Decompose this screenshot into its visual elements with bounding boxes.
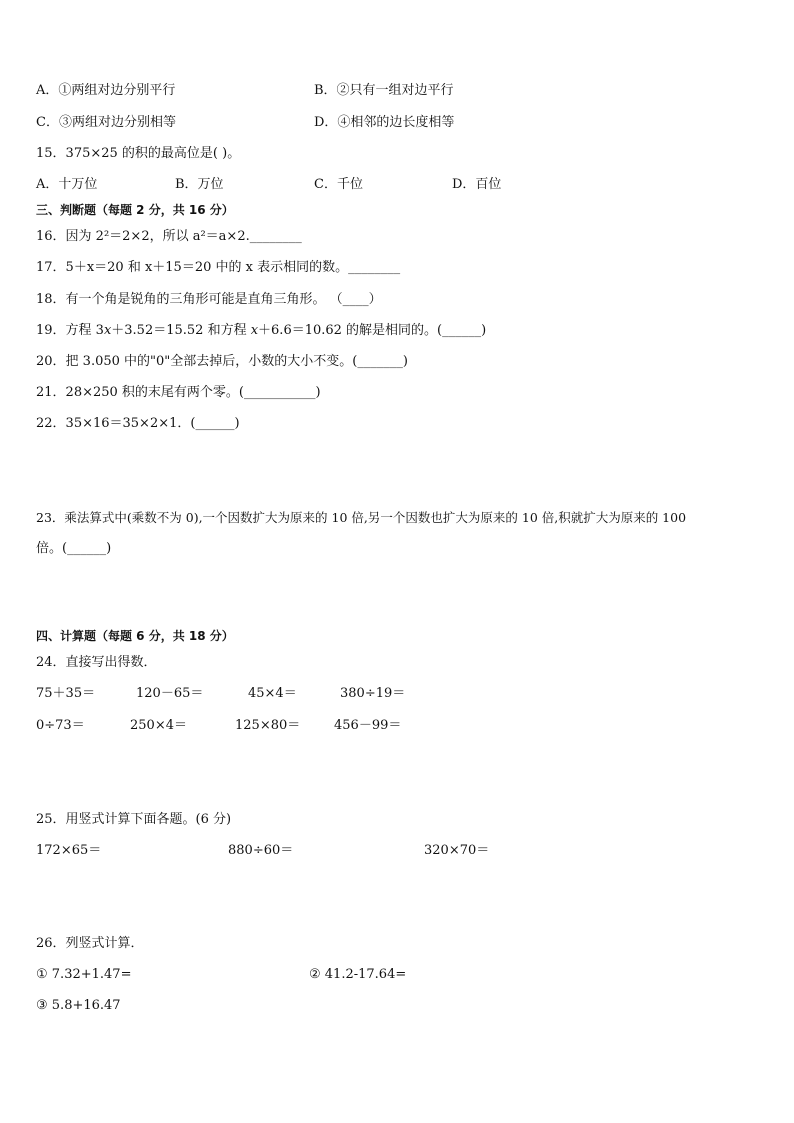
q14-option-c: C．③两组对边分别相等	[36, 115, 176, 130]
q15-option-b: B．万位	[175, 177, 224, 192]
q15-option-c: C．千位	[314, 177, 363, 192]
q24-item: 120－65＝	[136, 686, 204, 701]
q25-stem: 25．用竖式计算下面各题。(6 分)	[36, 812, 232, 827]
q14-option-b: B．②只有一组对边平行	[314, 83, 454, 98]
q26-item: ② 41.2-17.64=	[309, 967, 407, 982]
q18: 18．有一个角是锐角的三角形可能是直角三角形。 （____）	[36, 292, 382, 307]
q21: 21．28×250 积的末尾有两个零。(___________)	[36, 385, 321, 400]
section-4-title: 四、计算题（每题 6 分，共 18 分）	[36, 629, 234, 643]
q24-item: 0÷73＝	[36, 718, 85, 733]
q22: 22．35×16＝35×2×1．(______)	[36, 416, 240, 431]
q14-option-a: A．①两组对边分别平行	[36, 83, 176, 98]
q24-item: 75＋35＝	[36, 686, 96, 701]
q25-item: 880÷60＝	[228, 843, 294, 858]
section-3-title: 三、判断题（每题 2 分，共 16 分）	[36, 203, 234, 217]
q24-item: 456－99＝	[334, 718, 402, 733]
q26-item: ① 7.32+1.47=	[36, 967, 132, 982]
q20: 20．把 3.050 中的"0"全部去掉后，小数的大小不变。(_______)	[36, 354, 408, 369]
q24-item: 45×4＝	[248, 686, 297, 701]
q24-item: 250×4＝	[130, 718, 187, 733]
q15-option-a: A．十万位	[36, 177, 98, 192]
q15-option-d: D．百位	[452, 177, 502, 192]
q23-line-1: 23．乘法算式中(乘数不为 0),一个因数扩大为原来的 10 倍,另一个因数也扩大为原来的 10 倍,积就扩大为原来的 100	[36, 510, 687, 525]
q26-stem: 26．列竖式计算．	[36, 936, 144, 951]
q24-item: 380÷19＝	[340, 686, 406, 701]
q15-stem: 15．375×25 的积的最高位是( )。	[36, 146, 241, 161]
q23-line-2: 倍。(______)	[36, 541, 112, 556]
q16: 16．因为 2²＝2×2，所以 a²＝a×2.________	[36, 229, 302, 244]
q14-option-d: D．④相邻的边长度相等	[314, 115, 455, 130]
q24-item: 125×80＝	[235, 718, 301, 733]
q19: 19．方程 3𝑥＋3.52＝15.52 和方程 𝑥＋6.6＝10.62 的解是相同的。(______)	[36, 323, 487, 338]
q25-item: 320×70＝	[424, 843, 490, 858]
q26-item: ③ 5.8+16.47	[36, 998, 121, 1013]
q17: 17．5＋x＝20 和 x＋15＝20 中的 x 表示相同的数。________	[36, 260, 401, 275]
q25-item: 172×65＝	[36, 843, 102, 858]
q24-stem: 24．直接写出得数．	[36, 655, 157, 670]
